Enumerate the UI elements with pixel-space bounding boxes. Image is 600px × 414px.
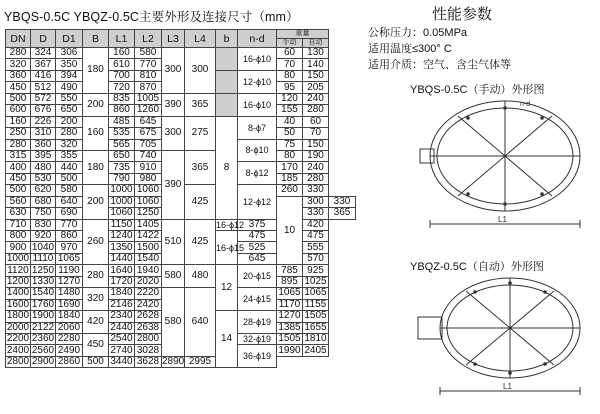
performance-medium: 适用介质：空气、含尘气体等 [368, 59, 511, 71]
cell-d: 324 [31, 48, 56, 59]
cell-d1: 440 [56, 162, 83, 173]
cell-dn: 500 [6, 93, 31, 104]
cell-d: 680 [31, 196, 56, 207]
cell-auto: 330 [303, 185, 329, 196]
cell-manual: 1170 [277, 299, 303, 310]
cell-l2: 770 [135, 59, 162, 70]
cell-b-group: 200 [83, 93, 109, 116]
cell-d1: 640 [56, 196, 83, 207]
table-row [6, 93, 356, 104]
cell-b-group: 160 [83, 116, 109, 150]
manual-bolt-hole [466, 116, 470, 120]
cell-l2: 3028 [135, 345, 162, 356]
cell-auto: 70 [303, 128, 329, 139]
cell-l4-group: 640 [185, 288, 216, 357]
cell-nd-group: 20-ϕ15 [238, 265, 277, 288]
table-row [6, 265, 356, 276]
cell-d: 310 [31, 128, 56, 139]
cell-auto: 150 [303, 139, 329, 150]
header-weight: 重量 [277, 30, 329, 39]
header-d1: D1 [56, 30, 83, 48]
cell-d: 360 [31, 139, 56, 150]
cell-d1: 490 [56, 82, 83, 93]
cell-b-group: 450 [83, 333, 109, 356]
cell-manual: 895 [277, 276, 303, 287]
cell-l4-group: 275 [185, 116, 216, 150]
manual-bolt-hole [466, 192, 470, 196]
cell-l1: 1640 [110, 264, 133, 276]
cell-l4-group: 425 [185, 219, 216, 265]
cell-l1: 2540 [110, 333, 133, 345]
cell-l2: 810 [135, 70, 162, 81]
cell-manual: 185 [277, 173, 303, 184]
cell-l1: 700 [109, 70, 135, 81]
cell-dn: 320 [6, 59, 31, 70]
cell-l1: 720 [109, 82, 135, 93]
table-row [6, 150, 356, 161]
cell-auto: 1025 [304, 275, 327, 287]
manual-bolt-hole [503, 106, 507, 110]
cell-manual: 1270 [278, 310, 301, 322]
header-auto: 自动 [303, 39, 329, 48]
cell-d: 480 [31, 162, 56, 173]
cell-d: 676 [31, 105, 56, 116]
cell-d: 367 [31, 59, 56, 70]
cell-auto: 60 [303, 116, 329, 127]
cell-dn: 315 [6, 150, 31, 161]
cell-l3-group: 300 [162, 116, 185, 150]
auto-bolt-hole [473, 362, 477, 366]
cell-l1: 1000 [110, 195, 133, 207]
cell-l4-group: 365 [185, 150, 216, 184]
cell-l2: 580 [135, 48, 162, 59]
cell-auto: 280 [303, 105, 329, 116]
cell-manual: 1990 [278, 344, 301, 356]
cell-nd-group: 8-ϕ12 [238, 162, 277, 185]
cell-d1: 200 [56, 116, 83, 127]
cell-l1: 650 [109, 150, 135, 161]
table-row [6, 48, 356, 59]
cell-d1: 580 [56, 185, 83, 196]
cell-manual: 50 [277, 128, 303, 139]
cell-b-group: 320 [83, 288, 109, 311]
performance-title: 性能参数 [432, 6, 493, 23]
cell-l1: 485 [109, 116, 135, 127]
header-l3: L3 [162, 30, 185, 48]
cell-b-group: 280 [83, 265, 109, 288]
cell-dn: 1200 [6, 275, 30, 287]
cell-d1: 650 [56, 105, 83, 116]
cell-manual: 75 [277, 139, 303, 150]
header-dn: DN [6, 30, 31, 48]
auto-bolt-hole [543, 362, 547, 366]
cell-l1: 535 [109, 128, 135, 139]
header-nd: n-d [238, 30, 277, 48]
cell-auto: 570 [303, 253, 329, 264]
cell-nd-group: 32-ϕ19 [238, 333, 277, 344]
cell-l1: 860 [109, 105, 135, 116]
header-manual: 手动 [277, 39, 303, 48]
cell-manual: 70 [277, 59, 303, 70]
cell-auto: 190 [303, 150, 329, 161]
cell-d1: 1690 [56, 299, 83, 310]
cell-auto: 555 [303, 242, 329, 253]
table-row [6, 356, 356, 367]
cell-l1: 1720 [110, 275, 133, 287]
cell-manual: 645 [238, 253, 277, 264]
cell-d1: 970 [56, 242, 83, 253]
cell-nd-group: 16-ϕ10 [238, 93, 277, 116]
cell-manual: 260 [277, 185, 303, 196]
cell-manual: 95 [277, 82, 303, 93]
cell-auto: 330 [329, 196, 356, 207]
cell-d1: 2860 [56, 356, 83, 367]
auto-figure-title: YBQZ-0.5C（自动）外形图 [410, 261, 544, 273]
cell-d1: 280 [56, 128, 83, 139]
cell-dn: 160 [6, 116, 31, 127]
cell-b-small-group: 8 [216, 116, 238, 219]
cell-b-group: 260 [83, 219, 109, 265]
cell-d1: 1065 [56, 253, 83, 264]
auto-bolt-hole [508, 281, 512, 285]
cell-dn: 2400 [6, 344, 30, 356]
cell-d: 750 [31, 208, 56, 219]
cell-manual: 1505 [278, 333, 301, 345]
cell-d1: 1480 [56, 288, 83, 299]
cell-dn: 900 [6, 242, 31, 253]
auto-l1-label: L1 [503, 382, 512, 391]
cell-auto: 130 [303, 48, 329, 59]
cell-l2: 1940 [135, 265, 162, 276]
cell-l2: 1540 [135, 253, 162, 264]
header-l1: L1 [109, 30, 135, 48]
manual-l1-label: L1 [498, 215, 507, 224]
cell-auto: 205 [303, 82, 329, 93]
cell-auto: 475 [303, 231, 329, 242]
cell-l1: 3440 [110, 356, 133, 368]
cell-dn: 800 [6, 231, 31, 242]
cell-l2: 2020 [135, 276, 162, 287]
cell-nd-group: 28-ϕ19 [238, 311, 277, 334]
cell-nd-group: 8-ϕ7 [238, 116, 277, 139]
cell-manual: 375 [238, 219, 277, 230]
table-row [6, 288, 356, 299]
cell-l2: 740 [135, 150, 162, 161]
cell-d: 1540 [31, 287, 55, 299]
cell-manual: 40 [277, 116, 303, 127]
cell-auto: 280 [303, 173, 329, 184]
cell-auto: 1655 [304, 321, 327, 333]
cell-l1: 160 [109, 48, 135, 59]
cell-d1: 550 [56, 93, 83, 104]
cell-nd-group: 12-ϕ10 [238, 70, 277, 93]
cell-l2: 2638 [135, 322, 162, 333]
auto-bolt-hole [543, 290, 547, 294]
cell-l4-group: 425 [185, 185, 216, 219]
cell-dn: 1600 [6, 298, 30, 310]
performance-temperature: 适用温度≤300° C [368, 43, 452, 55]
cell-d: 1040 [31, 241, 55, 253]
cell-l1: 835 [109, 93, 135, 104]
cell-nd-group: 8-ϕ10 [238, 139, 277, 162]
cell-d: 416 [31, 70, 56, 81]
cell-d1: 2490 [56, 345, 83, 356]
spec-table [5, 29, 356, 368]
cell-d1: 355 [56, 150, 83, 161]
cell-d: 572 [31, 93, 56, 104]
cell-manual: 120 [277, 93, 303, 104]
cell-dn: 2000 [6, 321, 30, 333]
cell-b-small-empty [216, 48, 238, 71]
cell-l2: 2420 [135, 299, 162, 310]
cell-d1: 1840 [56, 311, 83, 322]
cell-l2: 910 [135, 162, 162, 173]
cell-d: 512 [31, 82, 56, 93]
cell-dn: 360 [6, 70, 31, 81]
cell-d: 1110 [31, 253, 56, 264]
cell-auto: 140 [303, 59, 329, 70]
cell-auto: 150 [303, 70, 329, 81]
cell-auto: 1505 [304, 310, 327, 322]
cell-d: 395 [31, 150, 56, 161]
cell-manual: 1065 [278, 287, 301, 299]
cell-d: 2900 [31, 356, 55, 368]
cell-d1: 690 [56, 208, 83, 219]
cell-nd-group: 16-ϕ15 [216, 231, 238, 265]
cell-l2: 675 [135, 128, 162, 139]
auto-bolt-hole [473, 290, 477, 294]
table-row [6, 116, 356, 127]
cell-d1: 1190 [56, 265, 83, 276]
cell-nd-group: 24-ϕ15 [238, 288, 277, 311]
cell-auto: 925 [303, 265, 329, 276]
cell-dn: 2800 [6, 356, 30, 368]
cell-d: 1900 [31, 310, 55, 322]
cell-d: 226 [31, 116, 56, 127]
cell-dn: 1400 [6, 287, 30, 299]
cell-l2: 1422 [135, 231, 162, 242]
cell-l2: 3628 [135, 356, 162, 367]
cell-dn: 560 [6, 196, 31, 207]
cell-manual: 1385 [278, 321, 301, 333]
cell-manual: 170 [277, 162, 303, 173]
cell-l1: 2440 [110, 321, 133, 333]
cell-auto: 365 [329, 208, 356, 219]
cell-auto: 420 [303, 219, 329, 230]
cell-d1: 350 [56, 59, 83, 70]
cell-d1: 1270 [56, 276, 83, 287]
cell-dn: 1120 [7, 264, 29, 276]
cell-l3-group: 510 [162, 219, 185, 265]
cell-auto: 240 [303, 162, 329, 173]
cell-dn: 710 [6, 219, 31, 230]
manual-bolt-hole [540, 192, 544, 196]
auto-damper-drawing [400, 273, 600, 413]
cell-l1: 2146 [110, 298, 133, 310]
cell-dn: 500 [6, 185, 31, 196]
cell-l1: 790 [109, 173, 135, 184]
cell-l1: 1150 [109, 219, 135, 230]
header-d: D [31, 30, 56, 48]
cell-l2: 1060 [135, 185, 162, 196]
cell-l1: 1440 [110, 253, 133, 265]
cell-l1: 610 [109, 59, 135, 70]
cell-manual: 300 [303, 196, 329, 207]
cell-d1: 2060 [56, 322, 83, 333]
cell-d: 830 [31, 219, 56, 230]
cell-dn: 450 [6, 82, 31, 93]
manual-damper-drawing [400, 96, 600, 246]
cell-l2: 2800 [135, 333, 162, 344]
cell-auto: 1810 [304, 333, 327, 345]
cell-l4-group: 300 [185, 48, 216, 94]
cell-nd-group: 36-ϕ19 [238, 345, 277, 368]
cell-d: 620 [31, 185, 56, 196]
cell-manual: 785 [277, 265, 303, 276]
cell-dn: 280 [6, 48, 31, 59]
cell-manual: 155 [277, 105, 303, 116]
header-l4: L4 [185, 30, 216, 48]
auto-actuator-body [418, 317, 442, 339]
cell-manual: 475 [238, 231, 277, 242]
page-title: YBQS-0.5C YBQZ-0.5C主要外形及连接尺寸（mm） [4, 10, 299, 24]
cell-auto: 1155 [303, 299, 329, 310]
manual-bolt-hole [540, 116, 544, 120]
cell-l1: 565 [109, 139, 135, 150]
cell-b-group: 180 [83, 150, 109, 184]
cell-d: 530 [31, 173, 56, 184]
cell-manual: 2890 [162, 356, 185, 368]
cell-manual: 525 [238, 242, 277, 253]
cell-b-group: 180 [83, 48, 109, 94]
cell-d: 1760 [31, 298, 55, 310]
cell-l2: 1005 [135, 93, 162, 104]
table-header-row [6, 30, 356, 39]
cell-l1: 735 [109, 162, 135, 173]
cell-l1: 1000 [110, 184, 133, 196]
cell-l3-group: 390 [162, 93, 185, 116]
cell-l1: 1840 [110, 287, 133, 299]
cell-l2: 1250 [135, 208, 162, 219]
cell-b-small-group: 14 [216, 311, 238, 368]
cell-l4-group: 480 [185, 265, 216, 288]
auto-bolt-hole [508, 371, 512, 375]
cell-manual: 60 [277, 48, 303, 59]
cell-b-small-group: 12 [216, 265, 238, 311]
cell-l3-group: 300 [162, 48, 185, 94]
cell-l3-group: 390 [162, 150, 185, 219]
cell-dn: 280 [6, 139, 31, 150]
header-b-small: b [216, 30, 238, 48]
cell-d: 1330 [31, 275, 55, 287]
cell-l2: 2220 [135, 288, 162, 299]
cell-auto: 2995 [185, 356, 216, 367]
cell-dn: 1000 [6, 253, 30, 265]
manual-nd-label: n-d [520, 101, 531, 108]
cell-nd-group: 12-ϕ12 [238, 185, 277, 219]
cell-dn: 600 [6, 105, 31, 116]
cell-d1: 306 [56, 48, 83, 59]
cell-b-small-group: 10 [277, 196, 303, 265]
cell-l2: 2628 [135, 311, 162, 322]
cell-l2: 980 [135, 173, 162, 184]
table-row [6, 219, 356, 230]
cell-nd-group: 16-ϕ10 [238, 48, 277, 71]
cell-b-small-empty [216, 70, 238, 93]
manual-figure-title: YBQS-0.5C（手动）外形图 [410, 84, 545, 96]
cell-l1: 1350 [110, 241, 133, 253]
cell-l2: 1060 [135, 196, 162, 207]
cell-manual: 330 [303, 208, 329, 219]
cell-l1: 1060 [110, 207, 133, 219]
cell-l2: 1500 [135, 242, 162, 253]
cell-l2: 1405 [135, 219, 162, 230]
cell-d1: 860 [56, 231, 83, 242]
cell-b-small-empty [216, 93, 238, 116]
cell-d: 2360 [31, 333, 55, 345]
cell-d: 2122 [31, 321, 55, 333]
cell-dn: 400 [6, 162, 31, 173]
manual-bolt-hole [503, 202, 507, 206]
cell-l3-group: 580 [162, 288, 185, 357]
cell-l3-group: 580 [162, 265, 185, 288]
cell-d1: 770 [56, 219, 83, 230]
header-b: B [83, 30, 109, 48]
cell-d: 1250 [31, 264, 55, 276]
cell-auto: 1065 [304, 287, 327, 299]
cell-nd-group: 16-ϕ12 [216, 219, 245, 230]
cell-b-group: 500 [83, 356, 109, 367]
cell-l1: 2340 [110, 310, 133, 322]
cell-d1: 320 [56, 139, 83, 150]
cell-dn: 1800 [6, 310, 30, 322]
cell-d1: 2280 [56, 333, 83, 344]
cell-dn: 2200 [6, 333, 30, 345]
cell-auto: 2405 [304, 344, 327, 356]
cell-manual: 80 [277, 70, 303, 81]
cell-b-group: 420 [83, 311, 109, 334]
cell-dn: 250 [6, 128, 31, 139]
cell-l1: 2740 [110, 344, 133, 356]
cell-d1: 500 [56, 173, 83, 184]
cell-l1: 1240 [110, 230, 133, 242]
cell-dn: 630 [6, 208, 31, 219]
cell-d: 920 [31, 231, 56, 242]
cell-dn: 450 [6, 173, 31, 184]
cell-d: 2560 [31, 344, 55, 356]
cell-l2: 705 [135, 139, 162, 150]
cell-d1: 394 [56, 70, 83, 81]
cell-l2: 645 [135, 116, 162, 127]
cell-b-group: 200 [83, 185, 109, 219]
performance-pressure: 公称压力：0.05MPa [368, 27, 468, 39]
cell-l4-group: 365 [185, 93, 216, 116]
cell-auto: 240 [303, 93, 329, 104]
cell-l2: 870 [135, 82, 162, 93]
header-l2: L2 [135, 30, 162, 48]
cell-l2: 1260 [135, 105, 162, 116]
cell-manual: 80 [277, 150, 303, 161]
